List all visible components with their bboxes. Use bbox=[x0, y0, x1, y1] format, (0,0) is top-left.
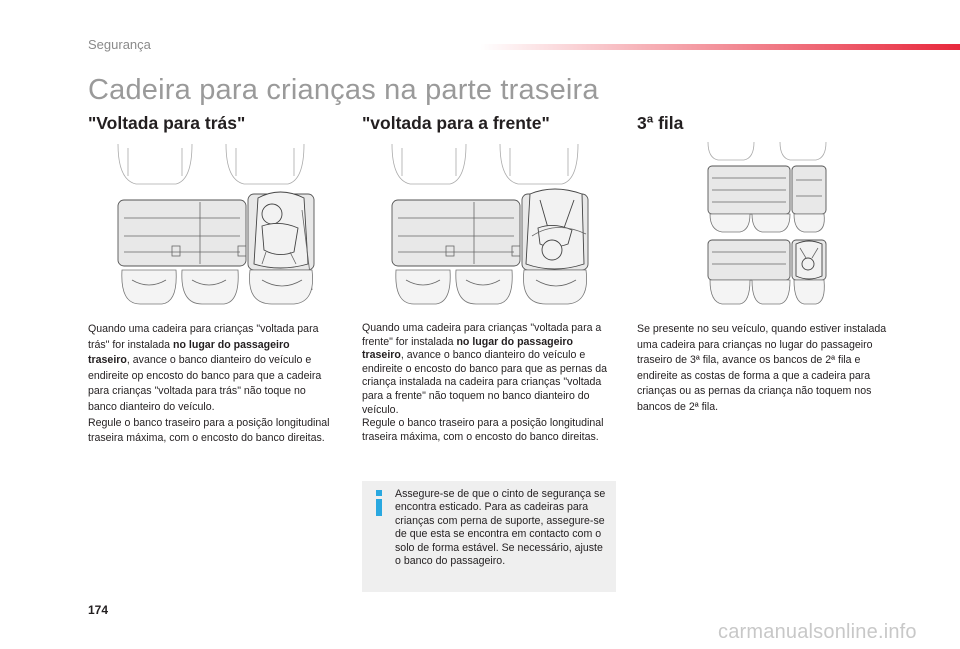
rear-bench-back bbox=[118, 200, 246, 266]
child-head bbox=[802, 258, 814, 270]
info-icon bbox=[370, 489, 388, 517]
watermark: carmanualsonline.info bbox=[718, 621, 917, 643]
heading-third-row: 3ª fila bbox=[637, 113, 684, 133]
rear-cushion-left bbox=[122, 270, 176, 304]
rear-facing-instructions: Quando uma cadeira para crianças "voltada para trás" for instalada no lugar do passageiro traseiro, avance o banco dianteiro do veículo e endireite op encosto do banco para que a cadeira para crianças "voltada para trás" não toque no banco dianteiro do veículo. Regule o banco traseiro para a posição longitudinal traseira máxima, com o encosto do banco direitas. bbox=[88, 323, 330, 445]
second-row-right-seat bbox=[792, 166, 826, 214]
forward-facing-seat-illustration bbox=[386, 140, 596, 306]
rear-cushion-center bbox=[182, 270, 238, 304]
section-label: Segurança bbox=[88, 37, 151, 52]
front-seats-outline bbox=[708, 142, 826, 160]
third-row-instructions: Se presente no seu veículo, quando estiver instalada uma cadeira para crianças no lugar do passageiro traseiro de 3ª fila, avance os bancos de 2ª fila e endireite as costas de forma a que a cadeira para crianças ou as pernas da criança não toquem nos bancos de 2ª fila. bbox=[637, 323, 887, 413]
heading-forward-facing: "voltada para a frente" bbox=[362, 113, 550, 133]
front-seats-outline bbox=[118, 144, 304, 184]
third-row-bench bbox=[708, 240, 790, 280]
rear-cushion-left bbox=[396, 270, 450, 304]
rear-cushion-right bbox=[249, 270, 312, 304]
page-title: Cadeira para crianças na parte traseira bbox=[88, 74, 599, 106]
child-head bbox=[542, 240, 562, 260]
third-row-seat-illustration bbox=[704, 140, 830, 306]
front-seats-outline bbox=[392, 144, 578, 184]
rear-cushion-right bbox=[523, 270, 586, 304]
header-accent-bar bbox=[480, 44, 960, 50]
info-box bbox=[362, 481, 616, 592]
info-text: Assegure-se de que o cinto de segurança se encontra esticado. Para as cadeiras para crianças com perna de suporte, assegure-se de que esta se encontra em contacto com o solo de forma estável. Se necessário, ajuste o banco do passageiro. bbox=[395, 488, 606, 568]
child-head bbox=[262, 204, 282, 224]
rear-bench-back bbox=[392, 200, 520, 266]
rear-facing-seat-illustration bbox=[112, 140, 322, 306]
heading-rear-facing: "Voltada para trás" bbox=[88, 113, 246, 133]
forward-facing-instructions: Quando uma cadeira para crianças "voltada para a frente" for instalada no lugar do passageiro traseiro, avance o banco dianteiro do veículo e endireite o encosto do banco para que as pernas da criança instalada na cadeira para crianças "voltada para a frente" não toquem no banco dianteiro do veículo. Regule o banco traseiro para a posição longitudinal traseira máxima, com o encosto do banco direitas. bbox=[362, 322, 608, 443]
rear-cushion-center bbox=[456, 270, 512, 304]
page-number: 174 bbox=[88, 603, 109, 617]
